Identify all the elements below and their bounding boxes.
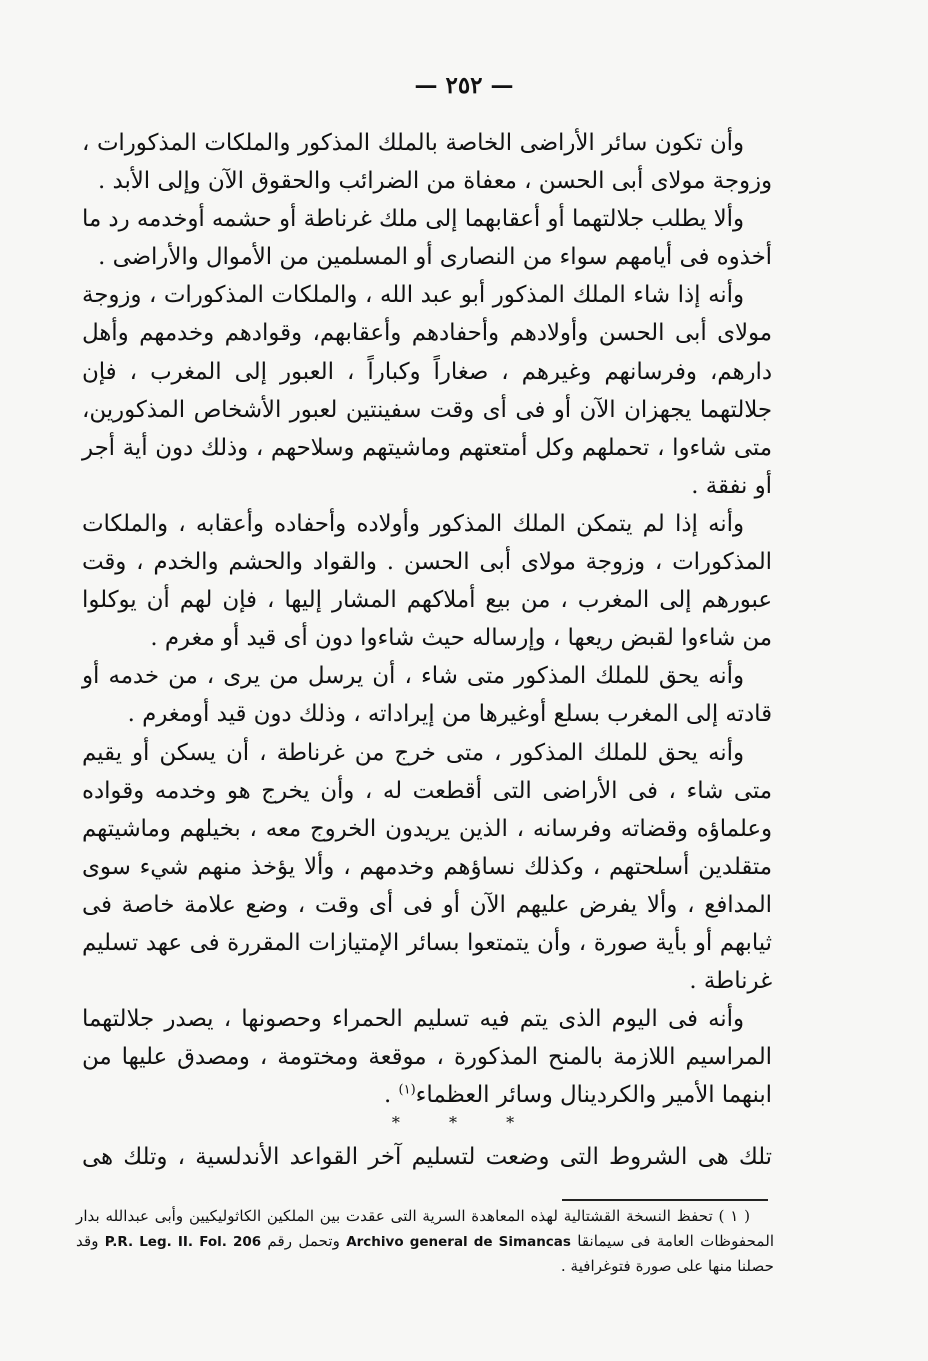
main-text [82, 124, 772, 1114]
footnote-text: وقد حصلنا منها على صورة فتوغرافية . [76, 1231, 774, 1275]
paragraph: وأنه يحق للملك المذكور ، متى خرج من غرناطة ، أن يسكن أو يقيم متى شاء ، فى الأراضى التى أقطعت له ، وأن يخرج هو وخدمه وقواده وعلماؤه وقضاته وفرسانه ، الذين يريدون الخروج معه ، بخيلهم وماشيتهم متقلدين أسلحتهم ، وكذلك نساؤهم وخدمهم ، وألا يؤخذ منهم شيء سوى المدافع ، وألا يفرض عليهم الآن أو فى أى وقت ، وضع علامة خاصة فى ثيابهم أو بأية صورة ، وأن يتمتعوا بسائر الإمتيازات المقررة فى عهد تسليم غرناطة . [82, 739, 772, 995]
paragraph: وأنه إذا شاء الملك المذكور أبو عبد الله ، والملكات المذكورات ، وزوجة مولاى أبى الحسن وأولادهم وأحفادهم وأعقابهم، وقوادهم وخدمهم وأهل دارهم، وفرسانهم وغيرهم ، صغاراً وكباراً ، العبور إلى المغرب ، فإن جلالتهما يجهزان الآن أو فى أى وقت سفينتين لعبور الأشخاص المذكورين، متى شاءوا ، تحملهم وكل أمتعتهم وماشيتهم وسلاحهم ، وذلك دون أية أجر أو نفقة . [82, 282, 772, 499]
footnote-archive: Archivo general de Simancas [346, 1233, 571, 1250]
paragraph: وأن تكون سائر الأراضى الخاصة بالملك المذكور والملكات المذكورات ، وزوجة مولاى أبى الحسن ، معفاة من الضرائب والحقوق الآن وإلى الأبد . [82, 130, 772, 195]
footnotes [76, 1204, 774, 1279]
footnote-ref: P.R. Leg. II. [104, 1233, 194, 1250]
footnote-text: ( ١ ) تحفظ النسخة القشتالية لهذه المعاهدة السرية التى عقدت بين الملكين الكاثوليكيين وأبى عبدالله بدار المحفوظات العامة فى سيمانقا [76, 1207, 775, 1250]
page-number: — ٢٥٢ — [414, 72, 514, 99]
footnote [76, 1204, 774, 1279]
paragraph: وألا يطلب جلالتهما أو أعقابهما إلى ملك غرناطة أو حشمه أوخدمه رد ما أخذوه فى أيامهم سواء من النصارى أو المسلمين من الأموال والأراضى . [82, 206, 772, 271]
closing-text: تلك هى الشروط التى وضعت لتسليم آخر القواعد الأندلسية ، وتلك هى [82, 1144, 772, 1170]
footnote-divider [562, 1199, 768, 1201]
footnote-reference: (١) [398, 1082, 416, 1098]
paragraph: وأنه إذا لم يتمكن الملك المذكور وأولاده وأحفاده وأعقابه ، والملكات المذكورات ، وزوجة مولاى أبى الحسن . والقواد والحشم والخدم ، وقت عبورهم إلى المغرب ، من بيع أملاكهم المشار إليها ، فإن لهم أن يوكلوا من شاءوا لقبض ريعها ، وإرساله حيث شاءوا دون أى قيد أو مغرم . [82, 510, 772, 652]
paragraph: وأنه يحق للملك المذكور متى شاء ، أن يرسل من يرى ، من خدمه أو قادته إلى المغرب بسلع أوغيرها من إيراداته ، وذلك دون قيد أومغرم . [82, 663, 772, 728]
paragraph-tail: . [384, 1082, 399, 1109]
footnote-text: وتحمل رقم [267, 1231, 340, 1250]
section-separator: * * * [391, 1113, 537, 1132]
footnote-folio: Fol. 206 [199, 1233, 262, 1250]
paragraph [82, 1000, 772, 1114]
paragraph-text: وأنه فى اليوم الذى يتم فيه تسليم الحمراء وحصونها ، يصدر جلالتهما المراسيم اللازمة بالمنح المذكورة ، موقعة ومختومة ، ومصدق عليها من ابنهما الأمير والكردينال وسائر العظماء [82, 1006, 772, 1109]
